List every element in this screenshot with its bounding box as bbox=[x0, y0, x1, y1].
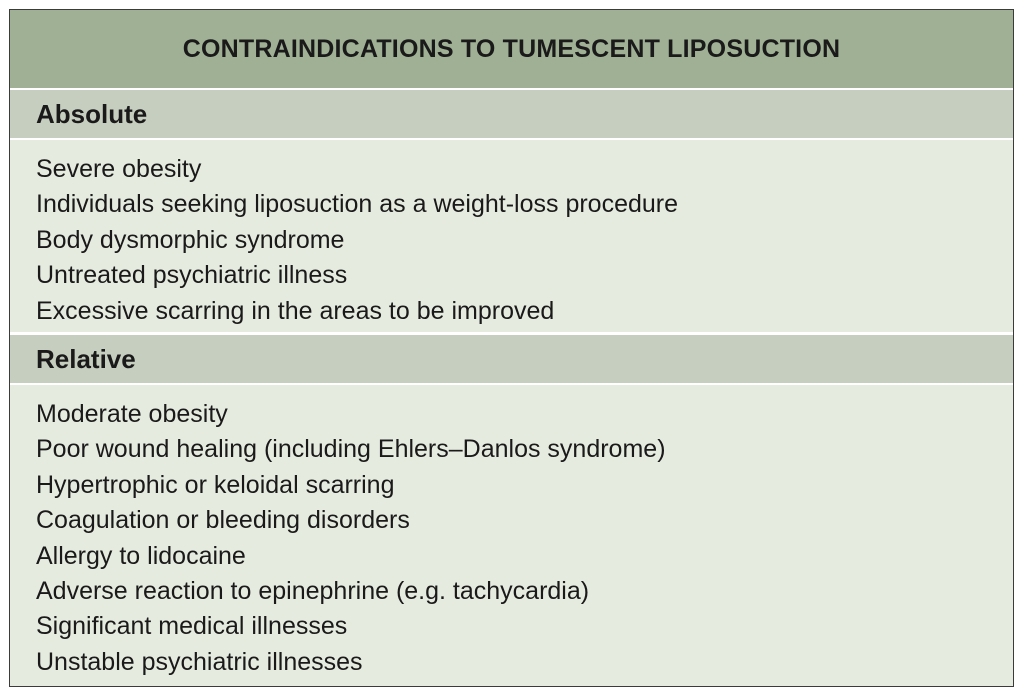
list-item: Adverse reaction to epinephrine (e.g. tachycardia) bbox=[36, 577, 590, 606]
contraindications-table bbox=[9, 9, 1014, 687]
list-item: Excessive scarring in the areas to be improved bbox=[36, 296, 555, 325]
list-item: Severe obesity bbox=[36, 155, 202, 183]
table-title-row bbox=[10, 10, 1013, 90]
section-header-absolute bbox=[10, 90, 1013, 140]
list-item: Coagulation or bleeding disorders bbox=[36, 506, 410, 535]
table-title: CONTRAINDICATIONS TO TUMESCENT LIPOSUCTION bbox=[182, 34, 841, 63]
list-item: Poor wound healing (including Ehlers–Danlos syndrome) bbox=[36, 435, 666, 464]
list-item: Hypertrophic or keloidal scarring bbox=[36, 470, 395, 499]
list-item: Body dysmorphic syndrome bbox=[36, 225, 345, 254]
section-heading-absolute: Absolute bbox=[36, 98, 148, 129]
list-item: Untreated psychiatric illness bbox=[36, 261, 348, 290]
list-item: Allergy to lidocaine bbox=[36, 541, 246, 570]
section-body-relative bbox=[10, 385, 1013, 680]
list-item: Moderate obesity bbox=[36, 400, 228, 428]
section-heading-relative: Relative bbox=[36, 343, 136, 374]
section-header-relative bbox=[10, 335, 1013, 385]
list-item: Significant medical illnesses bbox=[36, 612, 348, 641]
list-item: Unstable psychiatric illnesses bbox=[36, 647, 363, 676]
list-item: Individuals seeking liposuction as a weight-loss procedure bbox=[36, 190, 679, 219]
section-body-absolute bbox=[10, 140, 1013, 335]
